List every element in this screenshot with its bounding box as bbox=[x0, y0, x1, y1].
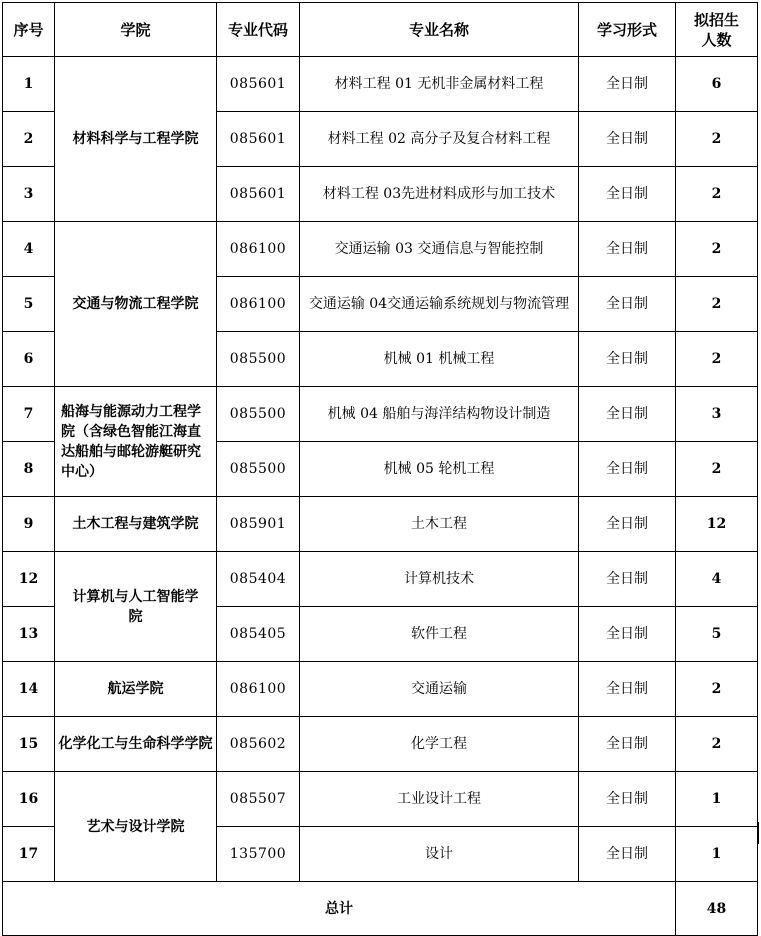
row-seq: 1 bbox=[3, 57, 55, 112]
table-row bbox=[3, 57, 758, 112]
table-row bbox=[3, 552, 758, 607]
row-major: 材料工程 03先进材料成形与加工技术 bbox=[300, 167, 579, 222]
row-code: 085500 bbox=[217, 387, 300, 442]
row-count: 3 bbox=[676, 387, 758, 442]
enrollment-table bbox=[2, 2, 758, 936]
row-count: 2 bbox=[676, 167, 758, 222]
row-code: 085405 bbox=[217, 607, 300, 662]
row-count: 5 bbox=[676, 607, 758, 662]
row-seq: 15 bbox=[3, 717, 55, 772]
college-cell: 交通与物流工程学院 bbox=[55, 222, 217, 387]
row-code: 085404 bbox=[217, 552, 300, 607]
row-code: 085500 bbox=[217, 332, 300, 387]
college-cell: 计算机与人工智能学院 bbox=[55, 552, 217, 662]
row-mode: 全日制 bbox=[579, 277, 676, 332]
college-cell: 航运学院 bbox=[55, 662, 217, 717]
row-major: 材料工程 02 高分子及复合材料工程 bbox=[300, 112, 579, 167]
table-row bbox=[3, 662, 758, 717]
row-count: 2 bbox=[676, 222, 758, 277]
row-count: 12 bbox=[676, 497, 758, 552]
table-row bbox=[3, 497, 758, 552]
row-major: 土木工程 bbox=[300, 497, 579, 552]
total-value: 48 bbox=[676, 882, 758, 936]
row-mode: 全日制 bbox=[579, 332, 676, 387]
row-major: 机械 01 机械工程 bbox=[300, 332, 579, 387]
row-major: 工业设计工程 bbox=[300, 772, 579, 827]
header-planned: 拟招生人数 bbox=[676, 3, 758, 57]
college-cell: 船海与能源动力工程学院（含绿色智能江海直达船舶与邮轮游艇研究中心） bbox=[55, 387, 217, 497]
row-seq: 9 bbox=[3, 497, 55, 552]
header-row bbox=[3, 3, 758, 57]
row-code: 085602 bbox=[217, 717, 300, 772]
table-row bbox=[3, 772, 758, 827]
table-row bbox=[3, 387, 758, 442]
row-mode: 全日制 bbox=[579, 552, 676, 607]
row-seq: 8 bbox=[3, 442, 55, 497]
edge-mark bbox=[758, 822, 759, 844]
row-mode: 全日制 bbox=[579, 57, 676, 112]
college-cell: 土木工程与建筑学院 bbox=[55, 497, 217, 552]
row-code: 085507 bbox=[217, 772, 300, 827]
row-major: 设计 bbox=[300, 827, 579, 882]
row-code: 086100 bbox=[217, 222, 300, 277]
row-seq: 3 bbox=[3, 167, 55, 222]
row-seq: 16 bbox=[3, 772, 55, 827]
row-major: 交通运输 03 交通信息与智能控制 bbox=[300, 222, 579, 277]
row-mode: 全日制 bbox=[579, 167, 676, 222]
college-cell: 艺术与设计学院 bbox=[55, 772, 217, 882]
row-seq: 7 bbox=[3, 387, 55, 442]
row-code: 085601 bbox=[217, 112, 300, 167]
row-count: 2 bbox=[676, 717, 758, 772]
row-count: 1 bbox=[676, 827, 758, 882]
table-row bbox=[3, 717, 758, 772]
row-mode: 全日制 bbox=[579, 772, 676, 827]
row-count: 2 bbox=[676, 442, 758, 497]
total-label: 总计 bbox=[3, 882, 676, 936]
row-major: 机械 05 轮机工程 bbox=[300, 442, 579, 497]
row-mode: 全日制 bbox=[579, 222, 676, 277]
row-count: 1 bbox=[676, 772, 758, 827]
row-major: 计算机技术 bbox=[300, 552, 579, 607]
row-major: 机械 04 船舶与海洋结构物设计制造 bbox=[300, 387, 579, 442]
row-count: 6 bbox=[676, 57, 758, 112]
row-major: 化学工程 bbox=[300, 717, 579, 772]
row-major: 交通运输 04交通运输系统规划与物流管理 bbox=[300, 277, 579, 332]
row-code: 085601 bbox=[217, 167, 300, 222]
row-seq: 13 bbox=[3, 607, 55, 662]
row-seq: 17 bbox=[3, 827, 55, 882]
header-seq: 序号 bbox=[3, 3, 55, 57]
row-code: 085601 bbox=[217, 57, 300, 112]
header-college: 学院 bbox=[55, 3, 217, 57]
row-mode: 全日制 bbox=[579, 827, 676, 882]
total-row bbox=[3, 882, 758, 936]
row-mode: 全日制 bbox=[579, 442, 676, 497]
row-seq: 2 bbox=[3, 112, 55, 167]
row-count: 4 bbox=[676, 552, 758, 607]
row-mode: 全日制 bbox=[579, 112, 676, 167]
row-count: 2 bbox=[676, 112, 758, 167]
row-count: 2 bbox=[676, 332, 758, 387]
row-mode: 全日制 bbox=[579, 717, 676, 772]
row-code: 086100 bbox=[217, 277, 300, 332]
header-code: 专业代码 bbox=[217, 3, 300, 57]
row-seq: 6 bbox=[3, 332, 55, 387]
row-count: 2 bbox=[676, 662, 758, 717]
row-major: 材料工程 01 无机非金属材料工程 bbox=[300, 57, 579, 112]
row-mode: 全日制 bbox=[579, 387, 676, 442]
row-major: 交通运输 bbox=[300, 662, 579, 717]
row-mode: 全日制 bbox=[579, 497, 676, 552]
row-mode: 全日制 bbox=[579, 662, 676, 717]
row-code: 135700 bbox=[217, 827, 300, 882]
row-mode: 全日制 bbox=[579, 607, 676, 662]
row-code: 085500 bbox=[217, 442, 300, 497]
college-cell: 化学化工与生命科学学院 bbox=[55, 717, 217, 772]
row-code: 085901 bbox=[217, 497, 300, 552]
row-seq: 12 bbox=[3, 552, 55, 607]
row-code: 086100 bbox=[217, 662, 300, 717]
college-cell: 材料科学与工程学院 bbox=[55, 57, 217, 222]
row-seq: 4 bbox=[3, 222, 55, 277]
header-major: 专业名称 bbox=[300, 3, 579, 57]
header-mode: 学习形式 bbox=[579, 3, 676, 57]
row-seq: 14 bbox=[3, 662, 55, 717]
row-seq: 5 bbox=[3, 277, 55, 332]
table-row bbox=[3, 222, 758, 277]
row-count: 2 bbox=[676, 277, 758, 332]
row-major: 软件工程 bbox=[300, 607, 579, 662]
